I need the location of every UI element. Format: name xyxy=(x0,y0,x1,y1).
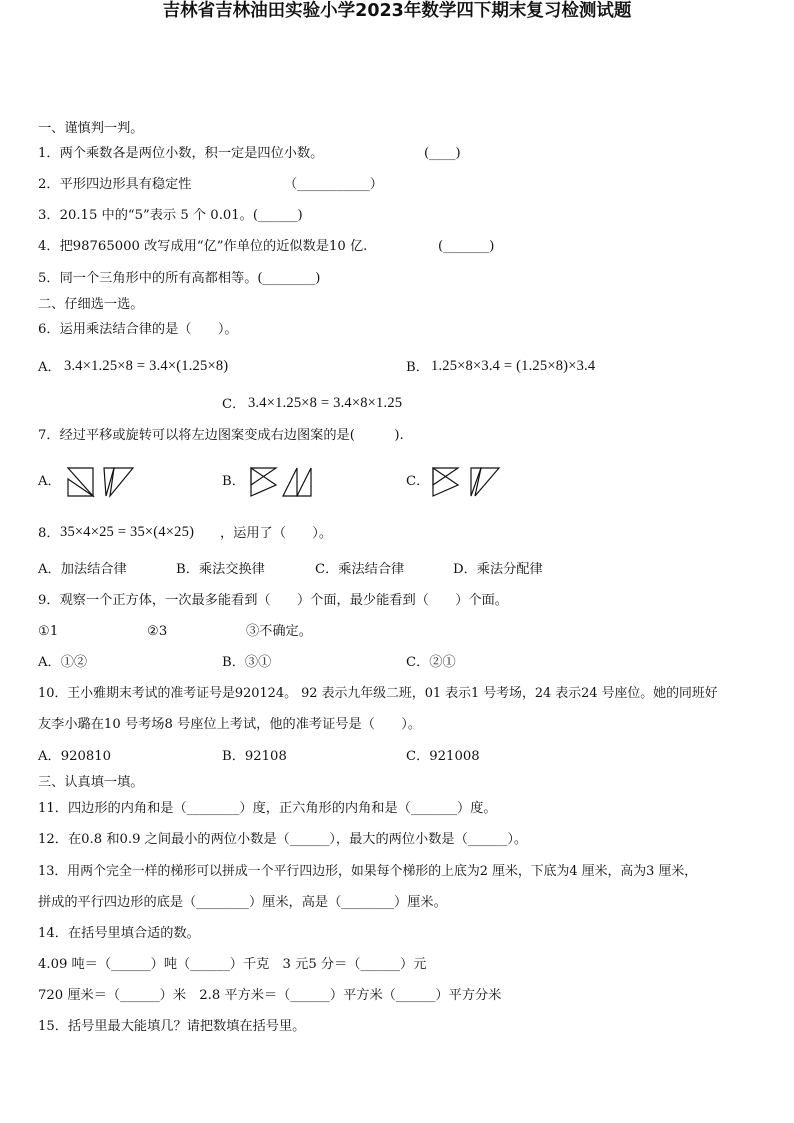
q7-option-b-figure xyxy=(249,465,319,499)
question-3: 3．20.15 中的“5”表示 5 个 0.01。(______) xyxy=(38,208,303,223)
question-11: 11．四边形的内角和是（________）度，正六角形的内角和是（_______）度。 xyxy=(38,801,497,816)
q8-option-b: B．乘法交换律 xyxy=(176,562,265,577)
q8-option-a: A．加法结合律 xyxy=(38,562,127,577)
q9-choice-2: ②3 xyxy=(147,624,168,639)
question-2: 2．平形四边形具有稳定性 xyxy=(38,177,192,192)
q9-option-c: C．②① xyxy=(406,655,456,670)
question-8-math: 35×4×25 = 35×(4×25) xyxy=(60,524,195,540)
question-4-blank: (_______) xyxy=(438,239,495,254)
q7-option-c-figure xyxy=(431,465,503,499)
question-10-line-2: 友李小璐在10 号考场8 号座位上考试，他的准考证号是（ ）。 xyxy=(38,717,422,732)
q6-option-c-math: 3.4×1.25×8 = 3.4×8×1.25 xyxy=(248,395,403,411)
question-14: 14．在括号里填合适的数。 xyxy=(38,926,200,941)
question-13-line-2: 拼成的平行四边形的底是（________）厘米，高是（________）厘米。 xyxy=(38,895,447,910)
question-12: 12．在0.8 和0.9 之间最小的两位小数是（______），最大的两位小数是（______）。 xyxy=(38,832,528,847)
question-9: 9．观察一个正方体，一次最多能看到（ ）个面，最少能看到（ ）个面。 xyxy=(38,593,508,608)
question-1: 1．两个乘数各是两位小数，积一定是四位小数。 xyxy=(38,146,324,161)
q6-option-c-label: C． xyxy=(222,397,246,412)
question-8-text: ，运用了（ ）。 xyxy=(220,526,333,541)
question-8-number: 8． xyxy=(38,526,60,541)
question-2-blank: （___________） xyxy=(284,177,383,192)
q9-choice-1: ①1 xyxy=(38,624,59,639)
q7-option-c-label: C． xyxy=(406,474,430,489)
question-7: 7．经过平移或旋转可以将左边图案变成右边图案的是( ). xyxy=(38,428,404,443)
q8-option-c: C．乘法结合律 xyxy=(315,562,405,577)
q6-option-b-label: B． xyxy=(406,360,429,375)
question-5: 5．同一个三角形中的所有高都相等。(________) xyxy=(38,271,321,286)
q6-option-a-math: 3.4×1.25×8 = 3.4×(1.25×8) xyxy=(64,358,229,374)
q9-option-a: A．①② xyxy=(38,655,88,670)
q6-option-a-label: A． xyxy=(38,360,61,375)
q8-option-d: D．乘法分配律 xyxy=(453,562,543,577)
q7-option-a-label: A． xyxy=(38,474,61,489)
q7-option-b-label: B． xyxy=(222,474,245,489)
q10-option-b: B．92108 xyxy=(222,749,287,764)
question-1-blank: (____) xyxy=(424,146,461,161)
q9-option-b: B．③① xyxy=(222,655,272,670)
q10-option-c: C．921008 xyxy=(406,749,480,764)
q7-option-a-figure xyxy=(66,465,136,499)
question-15: 15．括号里最大能填几？请把数填在括号里。 xyxy=(38,1019,306,1034)
question-14-line-2: 720 厘米＝（______）米 2.8 平方米＝（______）平方米（______）平方分米 xyxy=(38,988,502,1003)
section-heading-fill: 三、认真填一填。 xyxy=(38,775,144,790)
page-title: 吉林省吉林油田实验小学2023年数学四下期末复习检测试题 xyxy=(162,1,632,21)
q9-choice-3: ③不确定。 xyxy=(246,624,312,639)
question-10-line-1: 10．王小雅期末考试的准考证号是920124。 92 表示九年级二班，01 表示1 号考场，24 表示24 号座位。她的同班好 xyxy=(38,686,718,701)
question-13-line-1: 13．用两个完全一样的梯形可以拼成一个平行四边形，如果每个梯形的上底为2 厘米，下底为4 厘米，高为3 厘米， xyxy=(38,864,698,879)
section-heading-choose: 二、仔细选一选。 xyxy=(38,297,144,312)
q6-option-b-math: 1.25×8×3.4 = (1.25×8)×3.4 xyxy=(431,358,596,374)
q10-option-a: A．920810 xyxy=(38,749,112,764)
section-heading-judge: 一、谨慎判一判。 xyxy=(38,121,144,136)
question-4: 4．把98765000 改写成用“亿”作单位的近似数是10 亿. xyxy=(38,239,368,254)
question-14-line-1: 4.09 吨＝（______）吨（______）千克 3 元5 分＝（______）元 xyxy=(38,957,427,972)
question-6: 6．运用乘法结合律的是（ ）。 xyxy=(38,322,238,337)
